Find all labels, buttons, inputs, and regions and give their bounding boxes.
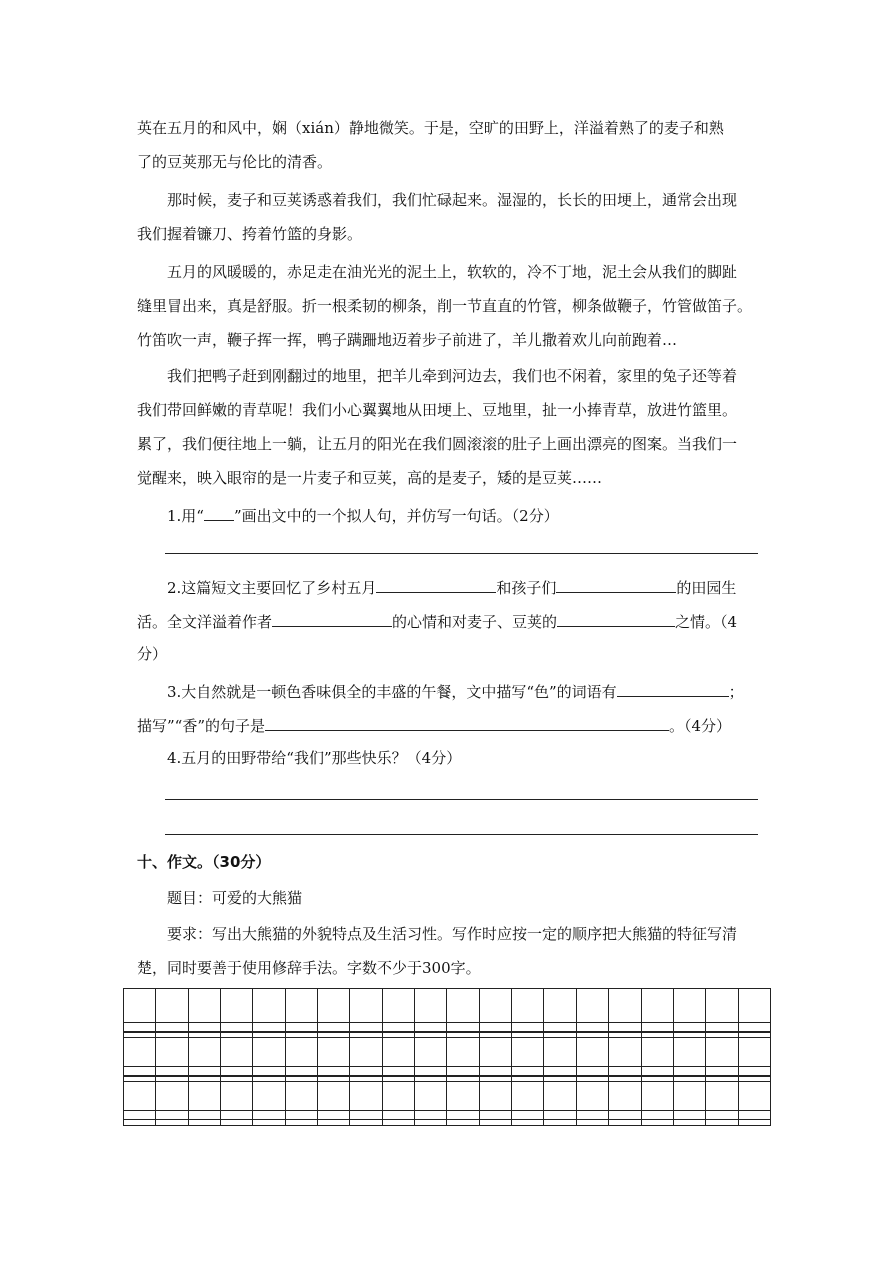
- answer-line[interactable]: [165, 553, 758, 554]
- question-text: 活。全文洋溢着作者: [137, 613, 273, 631]
- passage-line: 累了，我们便往地上一躺，让五月的阳光在我们圆滚滚的肚子上画出漂亮的图案。当我们一: [137, 435, 738, 453]
- composition-requirement: 楚，同时要善于使用修辞手法。字数不少于300字。: [137, 959, 481, 977]
- answer-line[interactable]: [165, 834, 758, 835]
- fill-blank[interactable]: [557, 610, 675, 627]
- passage-line: 我们带回鲜嫩的青草呢！我们小心翼翼地从田埂上、豆地里，扯一小捧青草，放进竹篮里。: [137, 401, 738, 419]
- passage-line: 竹笛吹一声，鞭子挥一挥，鸭子蹒跚地迈着步子前进了，羊儿撒着欢儿向前跑着…: [137, 331, 678, 349]
- question-text: ”画出文中的一个拟人句，并仿写一句话。（2分）: [233, 507, 559, 525]
- question-text: 之情。（4: [675, 613, 738, 631]
- question-text: 。（4分）: [669, 717, 732, 735]
- question-3: [167, 680, 744, 702]
- passage-line: 英在五月的和风中，娴（xián）静地微笑。于是，空旷的田野上，洋溢着熟了的麦子和熟: [137, 119, 724, 137]
- section-heading: 十、作文。（30分）: [137, 853, 271, 871]
- question-2-cont: [137, 610, 737, 632]
- question-text: 的田园生: [676, 579, 737, 597]
- grid-spacer: [123, 1110, 771, 1120]
- grid-spacer: [123, 1066, 771, 1076]
- composition-topic: 题目：可爱的大熊猫: [167, 889, 303, 907]
- fill-blank[interactable]: [617, 680, 729, 697]
- question-2-cont: 分）: [137, 645, 168, 663]
- question-text: 2.这篇短文主要回忆了乡村五月: [167, 579, 377, 597]
- fill-blank[interactable]: [272, 610, 392, 627]
- question-text: 和孩子们: [496, 579, 557, 597]
- question-text: ；: [728, 683, 744, 701]
- passage-line: 我们握着镰刀、挎着竹篮的身影。: [137, 225, 363, 243]
- question-3-cont: [137, 714, 731, 736]
- fill-blank[interactable]: [204, 504, 234, 521]
- question-text: 3.大自然就是一顿色香味俱全的丰盛的午餐，文中描写“色”的词语有: [167, 683, 617, 701]
- question-1: [167, 504, 559, 526]
- fill-blank[interactable]: [556, 576, 676, 593]
- question-text: 的心情和对麦子、豆荚的: [392, 613, 558, 631]
- passage-line: 觉醒来，映入眼帘的是一片麦子和豆荚，高的是麦子，矮的是豆荚……: [137, 469, 603, 487]
- question-2: [167, 576, 736, 598]
- passage-line: 缝里冒出来，真是舒服。折一根柔韧的柳条，削一节直直的竹管，柳条做鞭子，竹管做笛子。: [137, 297, 753, 315]
- answer-line[interactable]: [165, 799, 758, 800]
- passage-line: 我们把鸭子赶到刚翻过的地里，把羊儿牵到河边去，我们也不闲着，家里的兔子还等着: [167, 367, 738, 385]
- passage-line: 了的豆荚那无与伦比的清香。: [137, 153, 333, 171]
- grid-spacer: [123, 1022, 771, 1032]
- passage-line: 那时候，麦子和豆荚诱惑着我们，我们忙碌起来。湿湿的，长长的田埂上，通常会出现: [167, 191, 738, 209]
- fill-blank[interactable]: [376, 576, 496, 593]
- question-text: 描写”“香”的句子是: [137, 717, 266, 735]
- passage-line: 五月的风暖暖的，赤足走在油光光的泥土上，软软的，冷不丁地，泥土会从我们的脚趾: [167, 263, 738, 281]
- question-4: 4.五月的田野带给“我们”那些快乐？（4分）: [167, 749, 462, 767]
- composition-requirement: 要求：写出大熊猫的外貌特点及生活习性。写作时应按一定的顺序把大熊猫的特征写清: [167, 925, 738, 943]
- fill-blank[interactable]: [265, 714, 669, 731]
- question-text: 1.用“: [167, 507, 204, 525]
